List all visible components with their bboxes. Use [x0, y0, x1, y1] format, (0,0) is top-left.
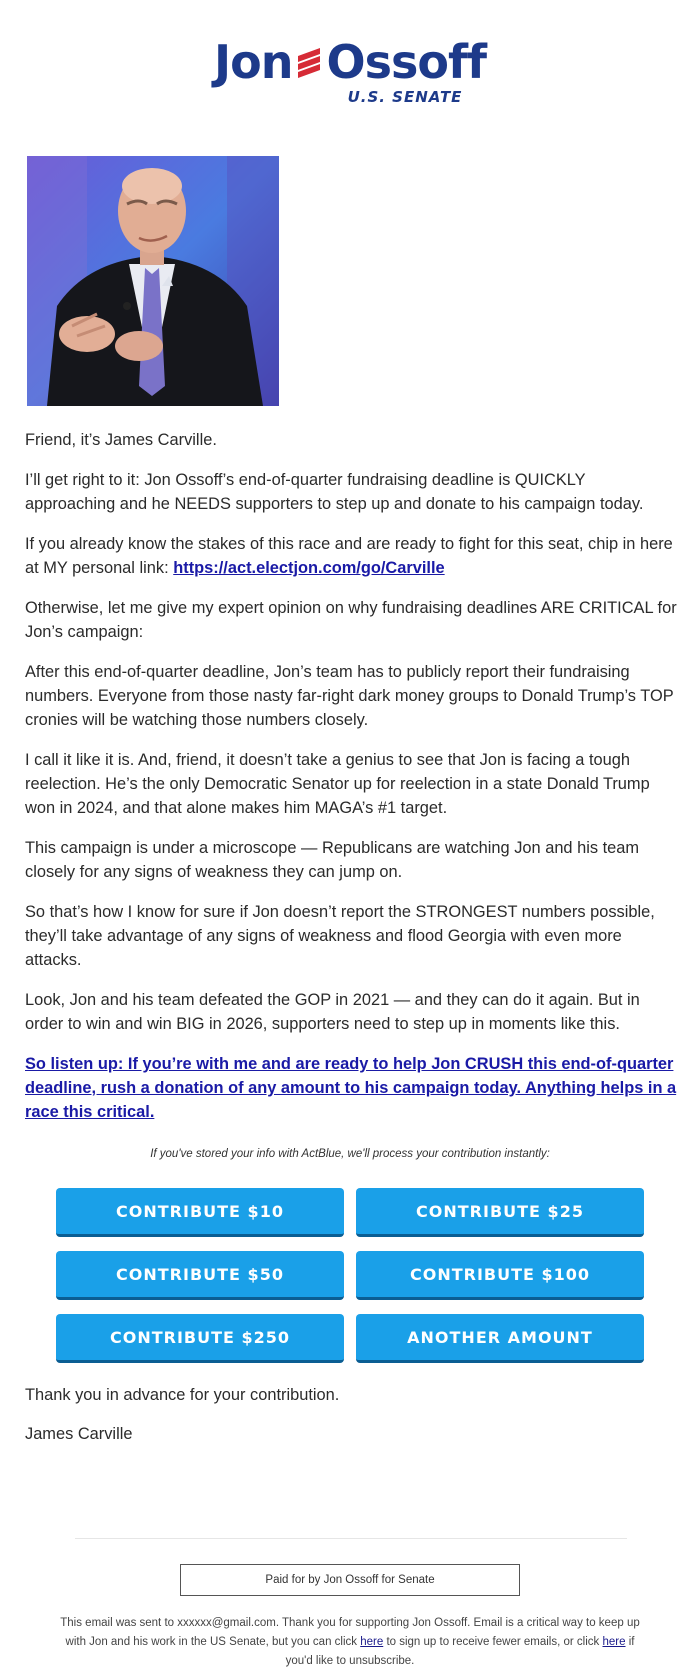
- actblue-note: If you've stored your info with ActBlue, we'll process your contribution instantly:: [150, 1148, 550, 1160]
- contribute-250-button[interactable]: CONTRIBUTE $250: [56, 1314, 344, 1363]
- unsubscribe-link[interactable]: here: [602, 1636, 626, 1648]
- paragraph-2: [25, 532, 680, 580]
- paragraph-2-text: If you already know the stakes of this race and are ready to fight for this seat, chip in here at MY personal link:: [25, 535, 673, 577]
- speaker-photo: [27, 156, 279, 406]
- paragraph-6: This campaign is under a microscope — Republicans are watching Jon and his team closely for any signs of weakness they can jump on.: [25, 839, 640, 881]
- paragraph-1: I’ll get right to it: Jon Ossoff’s end-of-quarter fundraising deadline is QUICKLY approaching and he NEEDS supporters to step up and donate to his campaign today.: [25, 471, 644, 513]
- recipient-email: xxxxxx@gmail.com: [177, 1617, 276, 1629]
- paragraph-3: Otherwise, let me give my expert opinion on why fundraising deadlines ARE CRITICAL for Jon’s campaign:: [25, 599, 677, 641]
- another-amount-button[interactable]: ANOTHER AMOUNT: [356, 1314, 644, 1363]
- footer-text-4: if you'd like to unsubscribe.: [285, 1636, 635, 1667]
- flag-stripes-icon: [294, 42, 324, 82]
- fewer-emails-link[interactable]: here: [360, 1636, 384, 1648]
- footer-text-2: . Thank you for supporting Jon Ossoff. Email is a critical way to keep up with Jon and his work in the US Senate, but you can click: [65, 1617, 640, 1648]
- contribute-50-button[interactable]: CONTRIBUTE $50: [56, 1251, 344, 1300]
- paragraph-4: After this end-of-quarter deadline, Jon’s team has to publicly report their fundraising numbers. Everyone from those nasty far-right dark money groups to Donald Trump’s TOP cronies will be watching those numbers closely.: [25, 663, 674, 729]
- contribute-10-button[interactable]: CONTRIBUTE $10: [56, 1188, 344, 1237]
- contribute-25-button[interactable]: CONTRIBUTE $25: [356, 1188, 644, 1237]
- cta-donation-link[interactable]: So listen up: If you’re with me and are ready to help Jon CRUSH this end-of-quarter deadline, rush a donation of any amount to his campaign today. Anything helps in a race this critical.: [25, 1055, 677, 1121]
- logo-word-ossoff: Ossoff: [326, 35, 486, 89]
- contribute-100-button[interactable]: CONTRIBUTE $100: [356, 1251, 644, 1300]
- footer-divider: [75, 1538, 627, 1539]
- paragraph-8: Look, Jon and his team defeated the GOP in 2021 — and they can do it again. But in order to win and win BIG in 2026, supporters need to step up in moments like this.: [25, 991, 640, 1033]
- personal-donation-link[interactable]: https://act.electjon.com/go/Carville: [173, 559, 445, 577]
- signature: James Carville: [25, 1425, 133, 1443]
- greeting: Friend, it’s James Carville.: [25, 431, 217, 449]
- paid-for-disclaimer: Paid for by Jon Ossoff for Senate: [180, 1564, 520, 1596]
- thanks-line: Thank you in advance for your contribution.: [25, 1386, 340, 1404]
- footer-text-1: This email was sent to: [60, 1617, 178, 1629]
- logo-word-jon: Jon: [214, 35, 293, 89]
- paragraph-5: I call it like it is. And, friend, it doesn’t take a genius to see that Jon is facing a tough reelection. He’s the only Democratic Senator up for reelection in a state Donald Trump won in 2024, and that alone makes him MAGA’s #1 target.: [25, 751, 650, 817]
- logo: [0, 35, 700, 106]
- footer-text: [60, 1614, 640, 1671]
- paragraph-7: So that’s how I know for sure if Jon doesn’t report the STRONGEST numbers possible, they’ll take advantage of any signs of weakness and flood Georgia with even more attacks.: [25, 903, 655, 969]
- footer-text-3: to sign up to receive fewer emails, or click: [383, 1636, 603, 1648]
- closing: [25, 1383, 675, 1461]
- logo-subtitle: U.S. SENATE: [347, 88, 463, 106]
- email-body: [25, 428, 680, 1140]
